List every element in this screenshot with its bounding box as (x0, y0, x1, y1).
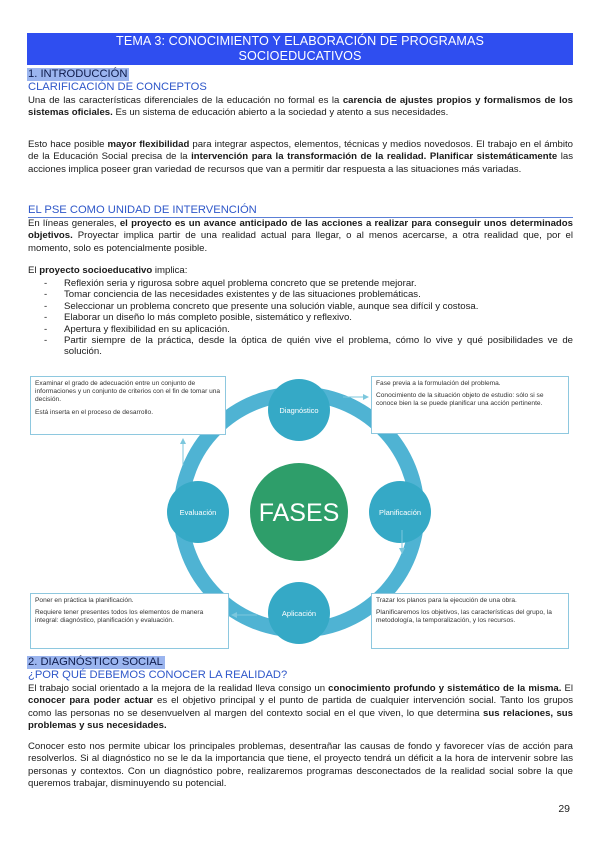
paragraph-pse-1-run-1: el proyecto es un avance anticipado de las acciones a realizar para conseguir unos determinados objetivos. (28, 218, 573, 242)
box-aplicacion-text-2: Requiere tener presentes todos los elementos de manera integral: diagnóstico, planificación y evaluación. (35, 609, 204, 625)
paragraph-intro-1-run-2: Es un sistema de educación abierto a la sociedad y atento a sus necesidades. (112, 107, 449, 119)
paragraph-intro-2-run-4: las acciones implica poseer gran variedad de recursos que van a permitir dar respuesta a las situaciones más variadas. (28, 151, 573, 175)
subheading-por-que: ¿POR QUÉ DEBEMOS CONOCER LA REALIDAD? (28, 669, 288, 681)
bullet-dash: - (44, 278, 48, 289)
paragraph-intro-2-run-1: mayor flexibilidad (107, 139, 190, 150)
page-number: 29 (558, 803, 570, 815)
box-diagnostico-text-1: Fase previa a la formulación del problema. (376, 380, 501, 387)
section-heading-diagnostico: 2. DIAGNÓSTICO SOCIAL (28, 656, 163, 668)
box-evaluacion-text-1: Examinar el grado de adecuación entre un conjunto de informaciones y un conjunto de criterios con el fin de tomar una decisión. (35, 380, 221, 404)
bullet-text: Apertura y flexibilidad en su aplicación. (64, 323, 230, 335)
paragraph-pse-1-run-2: Proyectar implica partir de una realidad actual para llegar, o al menos acercarse, a otra realidad que, por el momento, solo es potencialmente posible. (28, 230, 573, 254)
node-planificacion-label: Planificación (378, 508, 422, 517)
paragraph-diagnostico-1-run-5: sus relaciones, sus problemas y sus necesidades. (28, 707, 573, 732)
box-evaluacion-text-2: Está inserta en el proceso de desarrollo. (35, 408, 154, 416)
box-planificacion (371, 593, 569, 649)
node-diagnostico-label: Diagnóstico (279, 406, 319, 415)
bullet-text: Elaborar un diseño lo más completo posible, sistemático y reflexivo. (64, 312, 352, 324)
box-aplicacion (30, 593, 229, 649)
paragraph-pse-1-run-0: En líneas generales, (28, 218, 120, 229)
node-evaluacion-label: Evaluación (179, 508, 217, 517)
subheading-pse: EL PSE COMO UNIDAD DE INTERVENCIÓN (28, 204, 573, 218)
bullet-dash: - (44, 323, 48, 335)
paragraph-intro-2-run-3: intervención para la transformación de la realidad. Planificar sistemáticamente (191, 151, 558, 163)
box-planificacion-text-2: Planificaremos los objetivos, las características del grupo, la metodología, la temporalización, y los recursos. (376, 609, 552, 625)
node-aplicacion-label: Aplicación (281, 609, 317, 618)
box-evaluacion (30, 376, 226, 435)
bullet-text: Seleccionar un problema concreto que presente una solución viable, aunque sea difícil y costosa. (64, 300, 479, 312)
bullet-text: Partir siempre de la práctica, desde la óptica de quién vive el problema, cómo lo vive y qué posibilidades ve de solución. (64, 335, 573, 358)
bullet-text: Tomar conciencia de las necesidades existentes y de las situaciones problemáticas. (64, 289, 421, 301)
box-diagnostico-text-2: Conocimiento de la situación objeto de estudio: sólo si se conoce bien la se puede planificar una acción pertinente. (376, 392, 544, 408)
paragraph-pse-2-run-1: proyecto socioeducativo (39, 265, 153, 276)
paragraph-intro-1-run-0: Una de las características diferenciales de la educación no formal es la (28, 95, 343, 106)
paragraph-diagnostico-1-run-1: conocimiento profundo y sistemático de la misma. (328, 683, 562, 694)
box-planificacion-text-1: Trazar los planos para la ejecución de una obra. (376, 597, 517, 604)
section-heading-introduccion: 1. INTRODUCCIÓN (28, 68, 128, 80)
bullet-dash: - (44, 335, 48, 347)
title-line-1: TEMA 3: CONOCIMIENTO Y ELABORACIÓN DE PROGRAMAS (116, 34, 484, 48)
box-aplicacion-text-1: Poner en práctica la planificación. (35, 597, 134, 604)
paragraph-diagnostico-1 (28, 683, 573, 733)
bullet-dash: - (44, 312, 48, 324)
paragraph-pse-2-run-2: implica: (152, 265, 188, 276)
paragraph-pse-2-run-0: El (28, 265, 40, 276)
paragraph-intro-2-run-0: Esto hace posible (28, 139, 108, 150)
paragraph-diagnostico-2-run-0: Conocer esto nos permite ubicar los principales problemas, desentrañar las causas de fondo y favorecer vías de acción para resolverlos. Si al diagnóstico no se le da la importancia que tiene, el proyecto tendrá un déficit a la hora de intervenir sobre las personas y contextos. Con un diagnóstico pobre, realizaremos programas desconectados de la realidad social sobre la que queremos trabajar, disminuyendo su potencial. (28, 741, 573, 790)
bullet-text: Reflexión seria y rigurosa sobre aquel problema concreto que se pretende mejorar. (64, 278, 417, 289)
paragraph-diagnostico-1-run-4: es el objetivo principal y el punto de partida de cualquier intervención social. Tanto los grupos como las personas no se desenvuelven al margen del contexto social en el que viven, lo que determina (28, 695, 573, 719)
paragraph-diagnostico-1-run-0: El trabajo social orientado a la mejora de la realidad lleva consigo un (28, 683, 329, 694)
paragraph-diagnostico-2 (28, 741, 573, 791)
title-line-2: SOCIOEDUCATIVOS (238, 48, 362, 63)
bullet-dash: - (44, 300, 48, 312)
paragraph-intro-2-run-2: para integrar aspectos, elementos, técnicas y medios novedosos. El trabajo en el ámbito de la Educación Social precisa de la (28, 139, 573, 163)
center-label: FASES (258, 499, 340, 527)
paragraph-intro-1-run-1: carencia de ajustes propios y formalismos de los sistemas oficiales. (28, 95, 573, 119)
paragraph-diagnostico-1-run-3: conocer para poder actuar (28, 695, 154, 707)
box-diagnostico (371, 376, 569, 434)
subheading-clarificacion: CLARIFICACIÓN DE CONCEPTOS (28, 81, 207, 93)
bullet-dash: - (44, 289, 48, 301)
paragraph-diagnostico-1-run-2: El (561, 683, 573, 694)
